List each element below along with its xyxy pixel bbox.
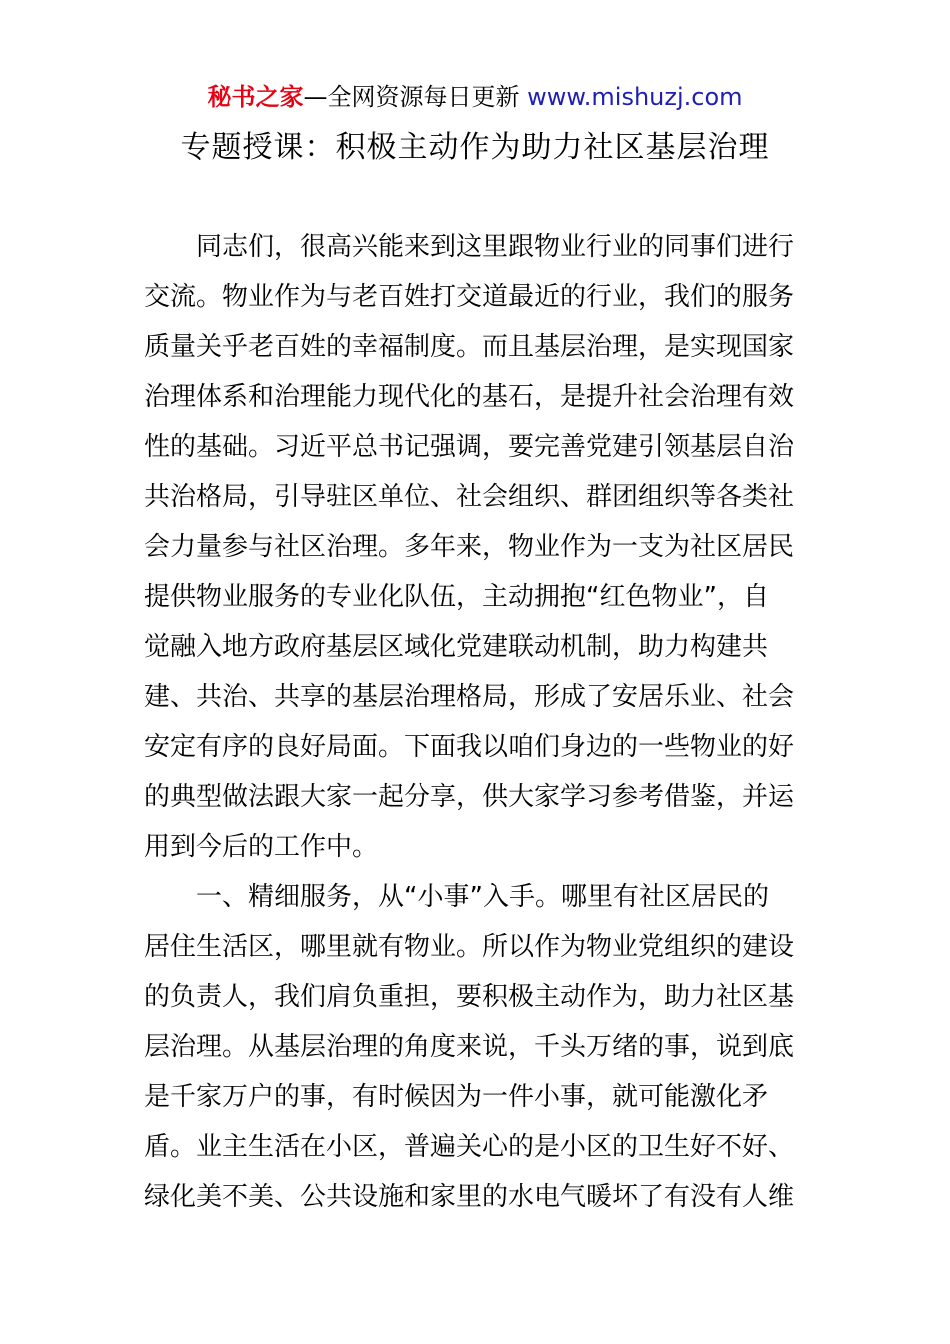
text-line: 居住生活区，哪里就有物业。所以作为物业党组织的建设 [144, 932, 795, 962]
text-line: 安定有序的良好局面。下面我以咱们身边的一些物业的好 [144, 732, 795, 762]
text-line: 一、精细服务，从“小事”入手。哪里有社区居民的 [144, 882, 769, 912]
text-line: 提供物业服务的专业化队伍，主动拥抱“红色物业”，自 [144, 582, 769, 612]
paragraph-section-one [144, 872, 816, 1222]
text-line: 的典型做法跟大家一起分享，供大家学习参考借鉴，并运 [144, 782, 795, 812]
text-line: 治理体系和治理能力现代化的基石，是提升社会治理有效 [144, 382, 795, 412]
text-line: 同志们，很高兴能来到这里跟物业行业的同事们进行 [144, 232, 795, 262]
text-line: 交流。物业作为与老百姓打交道最近的行业，我们的服务 [144, 282, 795, 312]
text-line: 是千家万户的事，有时候因为一件小事，就可能激化矛 [144, 1082, 769, 1112]
text-line: 质量关乎老百姓的幸福制度。而且基层治理，是实现国家 [144, 332, 795, 362]
text-line: 性的基础。习近平总书记强调，要完善党建引领基层自治 [144, 432, 795, 462]
document-body [144, 222, 816, 1222]
text-line: 觉融入地方政府基层区域化党建联动机制，助力构建共 [144, 632, 769, 662]
text-line: 建、共治、共享的基层治理格局，形成了安居乐业、社会 [144, 682, 795, 712]
site-brand: 秘书之家 [207, 83, 304, 111]
site-tagline: —全网资源每日更新 [303, 83, 528, 111]
document-title: 专题授课：积极主动作为助力社区基层治理 [180, 130, 770, 165]
text-line: 会力量参与社区治理。多年来，物业作为一支为社区居民 [144, 532, 795, 562]
site-url-link[interactable]: www.mishuzj.com [527, 83, 743, 111]
paragraph-intro [144, 222, 816, 872]
text-line: 层治理。从基层治理的角度来说，千头万绪的事，说到底 [144, 1032, 795, 1062]
text-line: 盾。业主生活在小区，普遍关心的是小区的卫生好不好、 [144, 1132, 795, 1162]
site-header [0, 80, 950, 114]
text-line: 绿化美不美、公共设施和家里的水电气暖坏了有没有人维 [144, 1182, 795, 1212]
text-line: 的负责人，我们肩负重担，要积极主动作为，助力社区基 [144, 982, 795, 1012]
text-line: 用到今后的工作中。 [144, 832, 379, 862]
text-line: 共治格局，引导驻区单位、社会组织、群团组织等各类社 [144, 482, 795, 512]
